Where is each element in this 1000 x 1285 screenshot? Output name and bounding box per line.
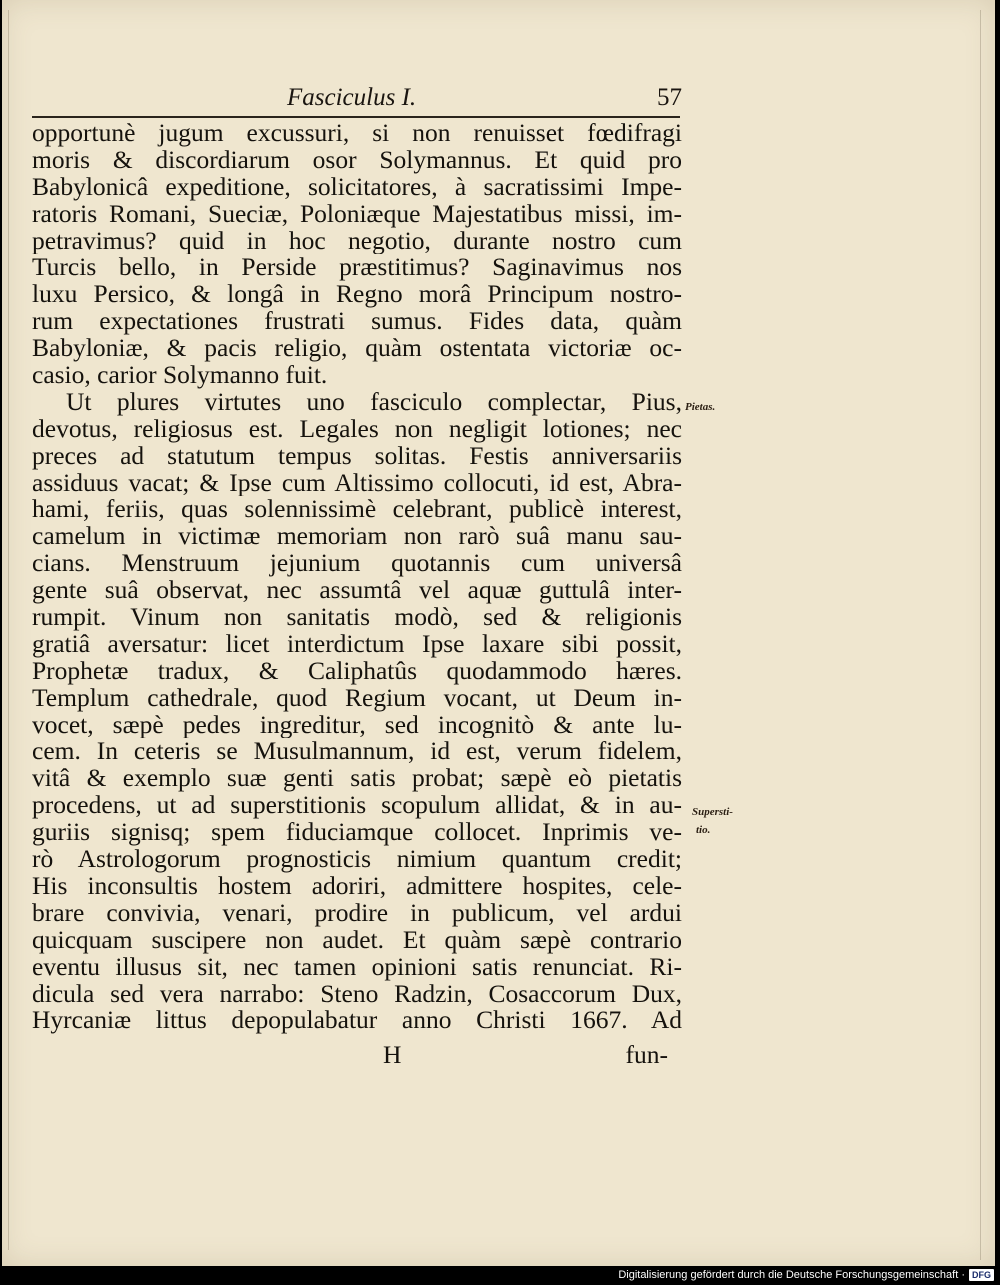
text-line: assiduus vacat; & Ipse cum Altissimo collocuti, id est, Abra- <box>32 469 682 497</box>
text-line: guriis signisq; spem fiduciamque collocet. Inprimis ve- <box>32 819 682 847</box>
text-line: rumpit. Vinum non sanitatis modò, sed & religionis <box>32 604 682 631</box>
page-edge-right <box>980 10 981 1260</box>
text-line: gente suâ observat, nec assumtâ vel aquæ guttulâ inter- <box>32 577 682 605</box>
text-line: cem. In ceteris se Musulmannum, id est, verum fidelem, <box>32 738 682 766</box>
text-line: cians. Menstruum jejunium quotannis cum universâ <box>32 550 682 578</box>
running-header <box>32 84 682 120</box>
text-line: Turcis bello, in Perside præstitimus? Saginavimus nos <box>32 254 682 282</box>
margin-note-pietas: Pietas. <box>685 401 716 413</box>
text-line: moris & discordiarum osor Solymannus. Et quid pro <box>32 146 682 174</box>
credit-text: Digitalisierung gefördert durch die Deutsche Forschungsgemeinschaft · <box>618 1269 965 1281</box>
text-line: opportunè jugum excussuri, si non renuisset fœdifragi <box>32 120 682 147</box>
text-line: His inconsultis hostem adoriri, admittere hospites, cele- <box>32 872 682 900</box>
text-line: procedens, ut ad superstitionis scopulum allidat, & in au- <box>32 792 682 820</box>
book-page <box>2 0 995 1266</box>
text-line: gratiâ aversatur: licet interdictum Ipse laxare sibi possit, <box>32 630 682 658</box>
text-line: quicquam suscipere non audet. Et quàm sæpè contrario <box>32 926 682 954</box>
page-number: 57 <box>657 84 682 111</box>
text-line: vitâ & exemplo suæ genti satis probat; sæpè eò pietatis <box>32 765 682 793</box>
text-line: rò Astrologorum prognosticis nimium quantum credit; <box>32 846 682 873</box>
header-rule <box>32 116 680 118</box>
text-line: casio, carior Solymanno fuit. <box>32 362 328 389</box>
signature-mark: H <box>383 1040 402 1069</box>
page-foot <box>32 1040 682 1070</box>
text-line: vocet, sæpè pedes ingreditur, sed incognitò & ante lu- <box>32 711 682 739</box>
text-line: Prophetæ tradux, & Caliphatûs quodammodo hæres. <box>32 657 682 685</box>
body-text <box>32 120 682 1034</box>
text-line: devotus, religiosus est. Legales non negligit lotiones; nec <box>32 415 682 443</box>
running-title: Fasciculus I. <box>287 84 417 111</box>
text-line: petravimus? quid in hoc negotio, durante nostro cum <box>32 227 682 255</box>
text-line: hami, feriis, quas solennissimè celebrant, publicè interest, <box>32 496 682 524</box>
digitization-credit <box>618 1268 994 1282</box>
text-line: ratoris Romani, Sueciæ, Poloniæque Majestatibus missi, im- <box>32 200 682 228</box>
text-line: camelum in victimæ memoriam non rarò suâ manu sau- <box>32 523 682 551</box>
text-line: Babylonicâ expeditione, solicitatores, à sacratissimi Impe- <box>32 173 682 201</box>
margin-note-superstitio-cont: tio. <box>696 824 711 836</box>
text-line: luxu Persico, & longâ in Regno morâ Principum nostro- <box>32 281 682 309</box>
margin-note-superstitio: Supersti- <box>692 806 733 818</box>
text-line: Ut plures virtutes uno fasciculo complectar, Pius, <box>66 388 682 416</box>
catchword: fun- <box>625 1040 668 1069</box>
dfg-logo: DFG <box>969 1269 994 1281</box>
text-line: rum expectationes frustrati sumus. Fides data, quàm <box>32 308 682 336</box>
page-edge-left <box>8 10 9 1250</box>
text-line: preces ad statutum tempus solitas. Festis anniversariis <box>32 442 682 470</box>
text-line: brare convivia, venari, prodire in publicum, vel ardui <box>32 899 682 927</box>
text-line: dicula sed vera narrabo: Steno Radzin, Cosaccorum Dux, <box>32 980 682 1008</box>
text-line: Hyrcaniæ littus depopulabatur anno Christi 1667. Ad <box>32 1007 682 1035</box>
text-line: Templum cathedrale, quod Regium vocant, ut Deum in- <box>32 684 682 712</box>
text-line: Babyloniæ, & pacis religio, quàm ostentata victoriæ oc- <box>32 335 682 363</box>
text-line: eventu illusus sit, nec tamen opinioni satis renunciat. Ri- <box>32 953 682 981</box>
